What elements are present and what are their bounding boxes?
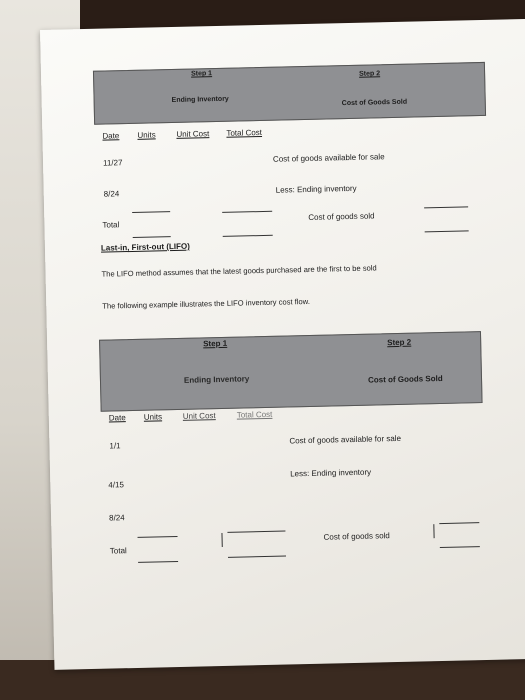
table2-step1: Step 1 <box>203 338 228 349</box>
table2-ending-inventory: Ending Inventory <box>183 374 250 385</box>
table1-step1: Step 1 <box>190 70 213 78</box>
table2-col-date: Date <box>108 413 126 423</box>
table1-step2: Step 2 <box>359 70 381 78</box>
table2-col-unit-cost: Unit Cost <box>182 411 216 421</box>
table2-cost-subtotal-line <box>227 531 285 533</box>
table2-cogs-divider-mark <box>433 524 434 538</box>
table2-available: Cost of goods available for sale <box>289 433 402 446</box>
table1-less-ending: Less: Ending inventory <box>275 183 357 195</box>
table2-cost-total-line <box>228 556 286 558</box>
table1-row-date-2: 8/24 <box>103 189 120 199</box>
table1-cogs-subtotal-line <box>424 206 468 208</box>
table1-col-unit-cost: Unit Cost <box>176 129 210 139</box>
table2-sold: Cost of goods sold <box>323 531 390 542</box>
table2-cogs-total-line <box>440 546 480 548</box>
lifo-heading: Last-in, First-out (LIFO) <box>100 241 190 253</box>
table1-available: Cost of goods available for sale <box>272 152 385 164</box>
table1-units-total-line <box>133 236 171 238</box>
table1-col-units: Units <box>137 130 156 140</box>
document-page <box>40 19 525 670</box>
table1-sold: Cost of goods sold <box>308 211 375 222</box>
table1-cogs: Cost of Goods Sold <box>341 98 408 108</box>
table1-units-subtotal-line <box>132 211 170 213</box>
table1-col-total-cost: Total Cost <box>226 127 263 138</box>
table1-total: Total <box>102 220 120 230</box>
table2-cogs: Cost of Goods Sold <box>367 373 443 385</box>
table1-row-date-1: 11/27 <box>102 158 123 168</box>
table2-divider-mark <box>221 533 222 547</box>
table2-col-total-cost: Total Cost <box>236 409 273 420</box>
table2-col-units: Units <box>143 412 163 422</box>
table2-header-band <box>99 331 483 412</box>
table1-col-date: Date <box>102 131 120 141</box>
lifo-example-intro: The following example illustrates the LIFO inventory cost flow. <box>102 296 310 311</box>
table2-row-date-3: 8/24 <box>108 513 125 523</box>
table2-less-ending: Less: Ending inventory <box>290 467 372 479</box>
table1-cost-total-line <box>223 235 273 237</box>
table2-units-total-line <box>138 561 178 563</box>
table2-units-subtotal-line <box>138 536 178 538</box>
table2-total: Total <box>109 546 127 556</box>
table2-row-date-2: 4/15 <box>108 480 125 490</box>
lifo-description: The LIFO method assumes that the latest goods purchased are the first to be sold <box>101 263 377 279</box>
table1-ending-inventory: Ending Inventory <box>171 95 229 105</box>
table2-step2: Step 2 <box>387 337 412 348</box>
table1-cost-subtotal-line <box>222 211 272 213</box>
table1-header-band <box>93 62 486 125</box>
table2-cogs-subtotal-line <box>439 522 479 524</box>
table2-row-date-1: 1/1 <box>109 441 121 451</box>
table1-cogs-total-line <box>425 230 469 232</box>
